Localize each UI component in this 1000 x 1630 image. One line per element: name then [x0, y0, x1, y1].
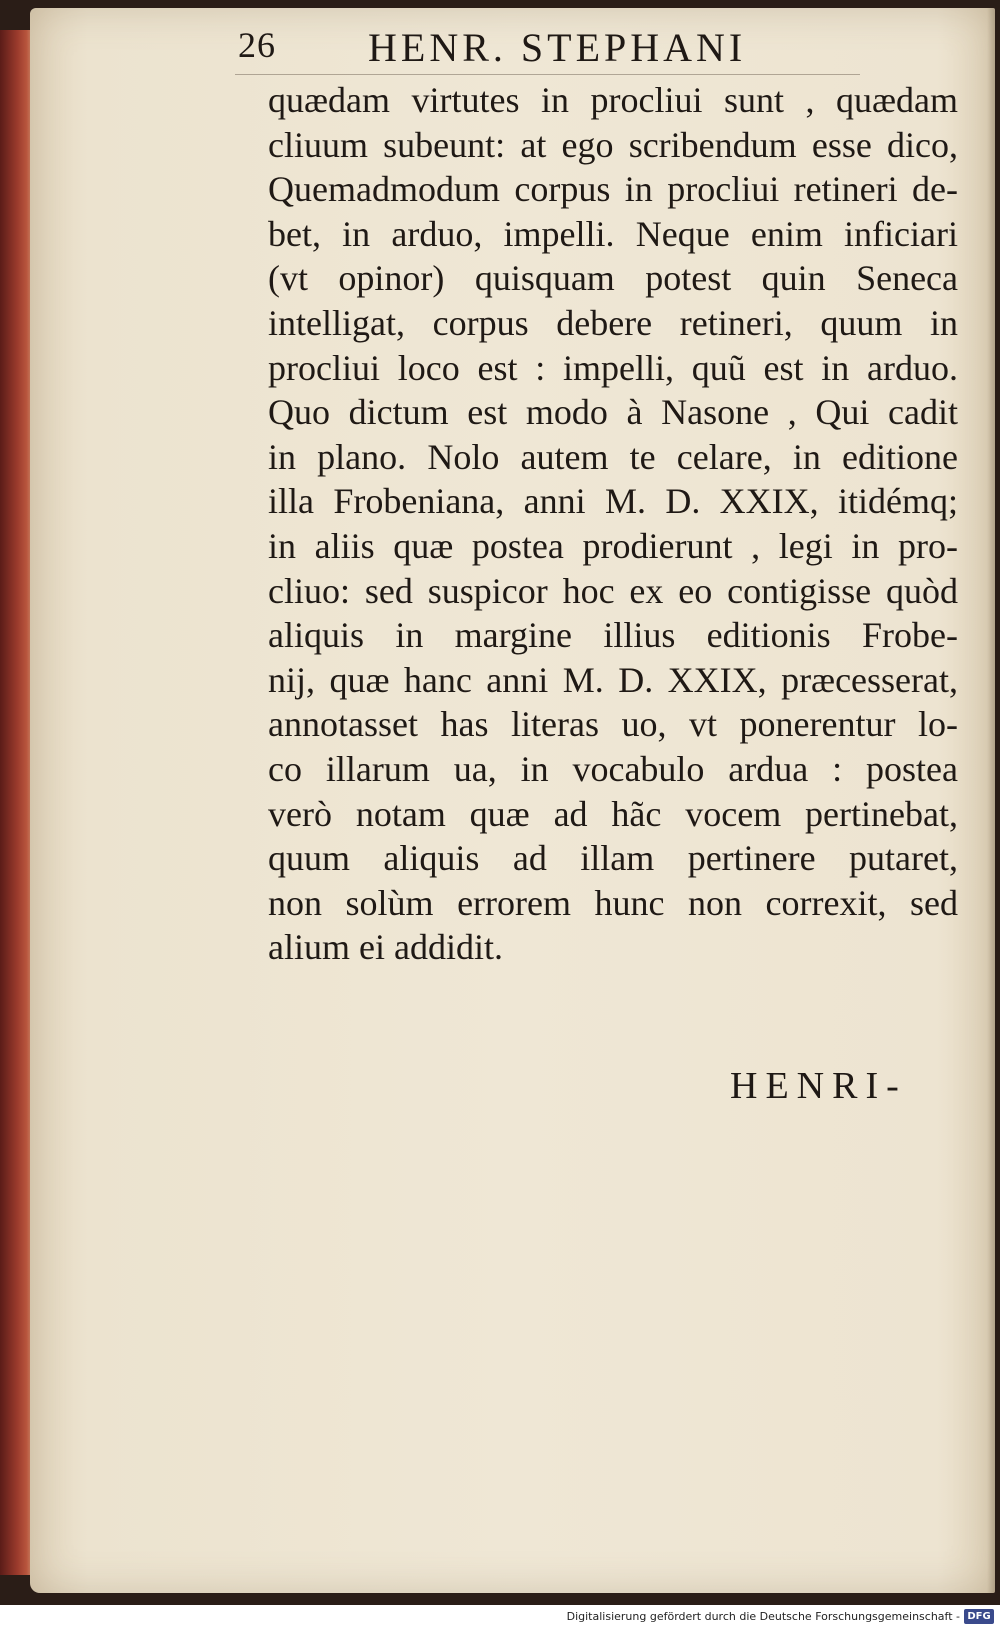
running-title: HENR. STEPHANI — [368, 25, 747, 70]
book-page — [30, 8, 995, 1593]
text-line: co illarum ua, in vocabulo ardua : postea — [268, 748, 958, 789]
text-line: (vt opinor) quisquam potest quin Seneca — [268, 258, 958, 299]
dfg-logo: DFG — [964, 1609, 994, 1624]
body-text — [268, 78, 958, 970]
text-line: cliuo: sed suspicor hoc ex eo contigisse quòd — [268, 570, 958, 611]
text-line: aliquis in margine illius editionis Frobe- — [268, 615, 958, 656]
text-line: verò notam quæ ad hãc vocem pertinebat, — [268, 793, 958, 834]
text-line: annotasset has literas uo, vt ponerentur lo- — [268, 704, 958, 745]
text-line: in aliis quæ postea prodierunt , legi in pro- — [268, 525, 958, 566]
text-line: intelligat, corpus debere retineri, quum in — [268, 302, 958, 343]
text-line: quædam virtutes in procliui sunt , quædam — [268, 80, 958, 120]
digitization-credit-bar — [0, 1605, 1000, 1630]
text-line: procliui loco est : impelli, quũ est in arduo. — [268, 347, 958, 388]
page-number: 26 — [238, 25, 276, 65]
text-line: quum aliquis ad illam pertinere putaret, — [268, 838, 958, 879]
text-line: nij, quæ hanc anni M. D. XXIX, præcesserat, — [268, 659, 958, 700]
funding-credit: Digitalisierung gefördert durch die Deutsche Forschungsgemeinschaft - — [566, 1610, 960, 1623]
page-edge-shadow — [987, 8, 995, 1593]
running-head — [238, 22, 878, 70]
header-rule — [235, 74, 860, 75]
text-line: Quo dictum est modo à Nasone , Qui cadit — [268, 392, 958, 433]
text-line: illa Frobeniana, anni M. D. XXIX, itidémq; — [268, 481, 958, 522]
text-line: non solùm errorem hunc non correxit, sed — [268, 882, 958, 923]
text-line-last: alium ei addidit. — [268, 927, 503, 968]
catchword: HENRI- — [730, 1065, 907, 1107]
text-line: cliuum subeunt: at ego scribendum esse dico, — [268, 124, 958, 165]
text-line: Quemadmodum corpus in procliui retineri de- — [268, 169, 958, 210]
text-line: bet, in arduo, impelli. Neque enim inficiari — [268, 213, 958, 254]
text-line: in plano. Nolo autem te celare, in editione — [268, 436, 958, 477]
